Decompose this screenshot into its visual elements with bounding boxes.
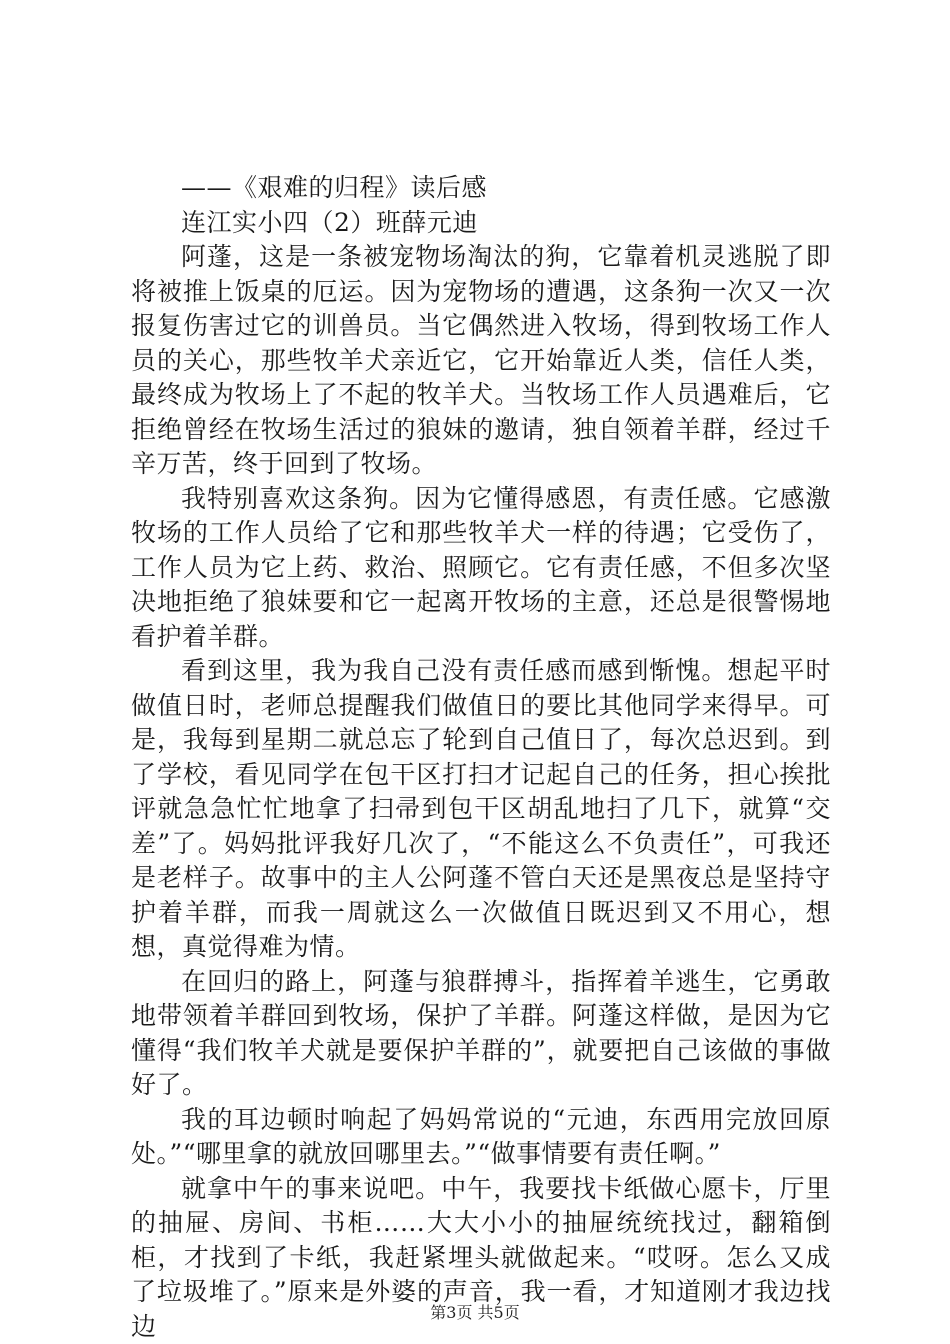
paragraph-6: 就拿中午的事来说吧。中午，我要找卡纸做心愿卡，厅里的抽屉、房间、书柜……大大小小的抽屉统统找过，翻箱倒柜，才找到了卡纸，我赶紧埋头就做起来。“哎呀。怎么又成了垃圾堆了。”原来是外婆的声音，我一看，才知道刚才我边找边 bbox=[131, 1173, 831, 1341]
essay-subtitle: ——《艰难的归程》读后感 bbox=[181, 173, 488, 202]
page-number-footer: 第3页 共5页 bbox=[430, 1303, 520, 1322]
paragraph-3: 看到这里，我为我自己没有责任感而感到惭愧。想起平时做值日时，老师总提醒我们做值日的要比其他同学来得早。可是，我每到星期二就总忘了轮到自己值日了，每次总迟到。到了学校，看见同学在包干区打扫才记起自己的任务，担心挨批评就急急忙忙地拿了扫帚到包干区胡乱地扫了几下，就算“交差”了。妈妈批评我好几次了，“不能这么不负责任”，可我还是老样子。故事中的主人公阿蓬不管白天还是黑夜总是坚持守护着羊群，而我一周就这么一次做值日既迟到又不用心，想想，真觉得难为情。 bbox=[131, 656, 831, 961]
paragraph-5: 我的耳边顿时响起了妈妈常说的“元迪，东西用完放回原处。”“哪里拿的就放回哪里去。”“做事情要有责任啊。” bbox=[131, 1104, 831, 1168]
author-line: 连江实小四（2）班薛元迪 bbox=[181, 207, 478, 237]
paragraph-2: 我特别喜欢这条狗。因为它懂得感恩，有责任感。它感激牧场的工作人员给了它和那些牧羊犬一样的待遇；它受伤了，工作人员为它上药、救治、照顾它。它有责任感，不但多次坚决地拒绝了狼妹要和它一起离开牧场的主意，还总是很警惕地看护着羊群。 bbox=[131, 483, 831, 651]
paragraph-1: 阿蓬，这是一条被宠物场淘汰的狗，它靠着机灵逃脱了即将被推上饭桌的厄运。因为宠物场的遭遇，这条狗一次又一次报复伤害过它的训兽员。当它偶然进入牧场，得到牧场工作人员的关心，那些牧羊犬亲近它，它开始靠近人类，信任人类，最终成为牧场上了不起的牧羊犬。当牧场工作人员遇难后，它拒绝曾经在牧场生活过的狼妹的邀请，独自领着羊群，经过千辛万苦，终于回到了牧场。 bbox=[131, 242, 831, 478]
document-body bbox=[131, 171, 831, 1344]
paragraph-4: 在回归的路上，阿蓬与狼群搏斗，指挥着羊逃生，它勇敢地带领着羊群回到牧场，保护了羊群。阿蓬这样做，是因为它懂得“我们牧羊犬就是要保护羊群的”，就要把自己该做的事做好了。 bbox=[131, 966, 831, 1099]
